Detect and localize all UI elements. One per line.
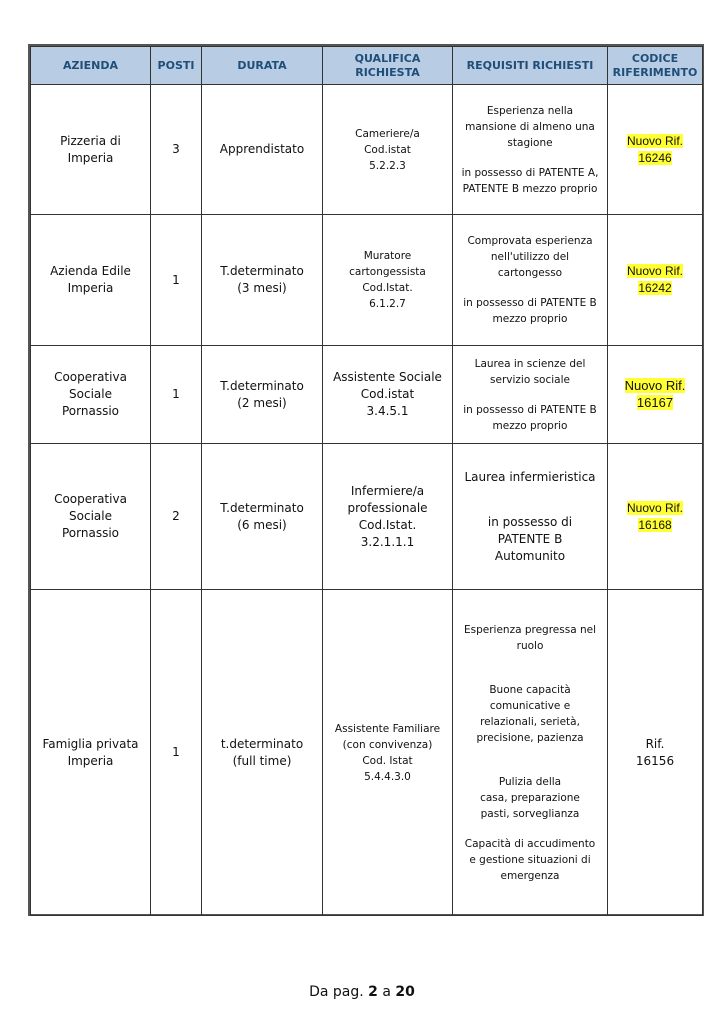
header-qualifica <box>323 47 453 85</box>
codice-value: 16168 <box>638 517 672 532</box>
cell-posti: 1 <box>151 215 202 346</box>
text-line: mezzo proprio <box>492 313 568 325</box>
header-azienda: AZIENDA <box>31 47 151 85</box>
text-line: Azienda Edile <box>50 264 131 278</box>
text-line: PATENTE B mezzo proprio <box>462 182 598 195</box>
page-footer <box>0 984 724 1000</box>
footer-page-number: 2 <box>368 984 378 1000</box>
text-line: Esperienza pregressa nel <box>463 623 597 636</box>
text-line: cartongessista <box>349 266 426 278</box>
spacer <box>457 151 603 165</box>
cell-codice <box>608 85 703 215</box>
text-line: Pornassio <box>61 526 119 540</box>
text-line: Capacità di accudimento <box>464 837 596 850</box>
text-line: (full time) <box>232 753 292 768</box>
text-line: in possesso di PATENTE B <box>463 297 597 309</box>
footer-total-pages: 20 <box>395 984 415 1000</box>
header-codice-line2: RIFERIMENTO <box>612 65 698 79</box>
text-line: Cooperativa <box>54 370 127 384</box>
table-header-row <box>31 47 703 85</box>
footer-separator: a <box>382 984 391 1000</box>
text-line: Automunito <box>494 548 566 563</box>
spacer <box>457 822 603 836</box>
cell-qualifica <box>323 444 453 590</box>
text-line: t.determinato <box>220 736 304 751</box>
codice-label: Nuovo Rif. <box>626 133 684 148</box>
text-line: ruolo <box>516 639 544 652</box>
codice-value: 16246 <box>638 150 672 165</box>
cell-requisiti <box>453 590 608 916</box>
cell-codice <box>608 215 703 346</box>
header-posti: POSTI <box>151 47 202 85</box>
text-line: servizio sociale <box>490 373 570 386</box>
table-row <box>31 590 703 916</box>
text-line: comunicative e <box>489 699 571 712</box>
text-line: pasti, sorveglianza <box>480 807 580 820</box>
codice-label: Nuovo Rif. <box>626 500 684 515</box>
footer-prefix: Da pag. <box>309 984 364 1000</box>
cell-azienda <box>31 85 151 215</box>
text-line: Assistente Sociale <box>333 370 442 384</box>
text-line: Cod.istat <box>364 143 411 156</box>
spacer <box>457 746 603 774</box>
text-line: Pizzeria di <box>60 133 121 148</box>
text-line: Cod.Istat. <box>358 517 417 532</box>
cell-requisiti <box>453 346 608 444</box>
text-line: Laurea infermieristica <box>464 469 596 484</box>
cell-posti: 1 <box>151 346 202 444</box>
cell-posti: 3 <box>151 85 202 215</box>
text-line: casa, preparazione <box>480 791 580 804</box>
cell-durata <box>202 444 323 590</box>
cell-qualifica <box>323 85 453 215</box>
text-line: Famiglia privata <box>42 736 139 751</box>
cell-posti: 2 <box>151 444 202 590</box>
text-line: 5.4.4.3.0 <box>364 770 411 783</box>
cell-requisiti <box>453 444 608 590</box>
cell-durata <box>202 590 323 916</box>
cell-requisiti <box>453 85 608 215</box>
cell-codice <box>608 444 703 590</box>
text-line: Sociale <box>69 387 112 401</box>
text-line: T.determinato <box>220 264 304 278</box>
text-line: Pornassio <box>61 404 119 418</box>
text-line: (2 mesi) <box>237 395 287 410</box>
header-codice <box>608 47 703 85</box>
text-line: 6.1.2.7 <box>369 298 406 310</box>
codice-value: 16242 <box>638 281 672 295</box>
spacer <box>457 486 603 514</box>
spacer <box>457 388 603 402</box>
text-line: Apprendistato <box>219 142 305 156</box>
codice-value: 16156 <box>635 753 675 768</box>
text-line: Sociale <box>69 509 112 523</box>
cell-posti: 1 <box>151 590 202 916</box>
cell-qualifica <box>323 215 453 346</box>
text-line: Cod.istat <box>360 387 415 401</box>
table-row <box>31 444 703 590</box>
text-line: cartongesso <box>497 267 563 279</box>
codice-label: Rif. <box>645 736 665 751</box>
text-line: mansione di almeno una <box>465 120 595 133</box>
cell-codice <box>608 346 703 444</box>
cell-requisiti <box>453 215 608 346</box>
header-qualifica-line1: QUALIFICA <box>354 51 421 65</box>
cell-azienda <box>31 346 151 444</box>
cell-azienda <box>31 590 151 916</box>
spacer <box>457 281 603 295</box>
job-offers-table <box>30 46 703 916</box>
cell-azienda <box>31 444 151 590</box>
text-line: in possesso di <box>487 514 573 529</box>
text-line: e gestione situazioni di <box>469 853 591 866</box>
header-durata: DURATA <box>202 47 323 85</box>
text-line: (6 mesi) <box>237 517 287 532</box>
text-line: (3 mesi) <box>237 281 287 295</box>
codice-label: Nuovo Rif. <box>626 264 684 278</box>
cell-codice <box>608 590 703 916</box>
text-line: precisione, pazienza <box>476 731 584 744</box>
text-line: mezzo proprio <box>492 419 568 432</box>
text-line: Imperia <box>67 150 114 165</box>
text-line: relazionali, serietà, <box>480 715 580 728</box>
header-codice-line1: CODICE <box>631 51 679 65</box>
text-line: Cooperativa <box>54 492 127 506</box>
text-line: Pulizia della <box>498 775 562 788</box>
cell-durata <box>202 85 323 215</box>
text-line: professionale <box>347 500 428 515</box>
text-line: emergenza <box>500 869 560 882</box>
text-line: Comprovata esperienza <box>467 235 593 247</box>
cell-qualifica <box>323 346 453 444</box>
cell-azienda <box>31 215 151 346</box>
text-line: Infermiere/a <box>350 483 425 498</box>
table-row <box>31 85 703 215</box>
table-row <box>31 346 703 444</box>
text-line: T.determinato <box>220 378 304 393</box>
text-line: 5.2.2.3 <box>369 159 406 172</box>
text-line: stagione <box>507 136 553 149</box>
cell-durata <box>202 215 323 346</box>
text-line: Cod. Istat <box>362 754 413 767</box>
text-line: T.determinato <box>220 500 304 515</box>
text-line: (con convivenza) <box>342 738 433 751</box>
cell-qualifica <box>323 590 453 916</box>
text-line: in possesso di PATENTE B <box>463 403 597 416</box>
spacer <box>457 654 603 682</box>
cell-durata <box>202 346 323 444</box>
text-line: Assistente Familiare <box>334 722 441 735</box>
text-line: Imperia <box>67 753 114 768</box>
table-row <box>31 215 703 346</box>
text-line: 3.2.1.1.1 <box>360 534 415 549</box>
text-line: Esperienza nella <box>486 104 574 117</box>
codice-label: Nuovo Rif. <box>624 377 686 393</box>
text-line: nell'utilizzo del <box>490 251 570 263</box>
text-line: Muratore <box>363 250 412 262</box>
text-line: PATENTE B <box>497 531 563 546</box>
header-qualifica-line2: RICHIESTA <box>355 65 420 79</box>
text-line: Buone capacità <box>489 683 571 696</box>
text-line: 3.4.5.1 <box>366 404 409 418</box>
header-requisiti: REQUISITI RICHIESTI <box>453 47 608 85</box>
text-line: Cameriere/a <box>355 127 420 140</box>
text-line: Imperia <box>67 281 114 295</box>
codice-value: 16167 <box>636 394 674 410</box>
text-line: Cod.Istat. <box>362 282 413 294</box>
text-line: in possesso di PATENTE A, <box>461 166 599 179</box>
text-line: Laurea in scienze del <box>474 357 586 370</box>
